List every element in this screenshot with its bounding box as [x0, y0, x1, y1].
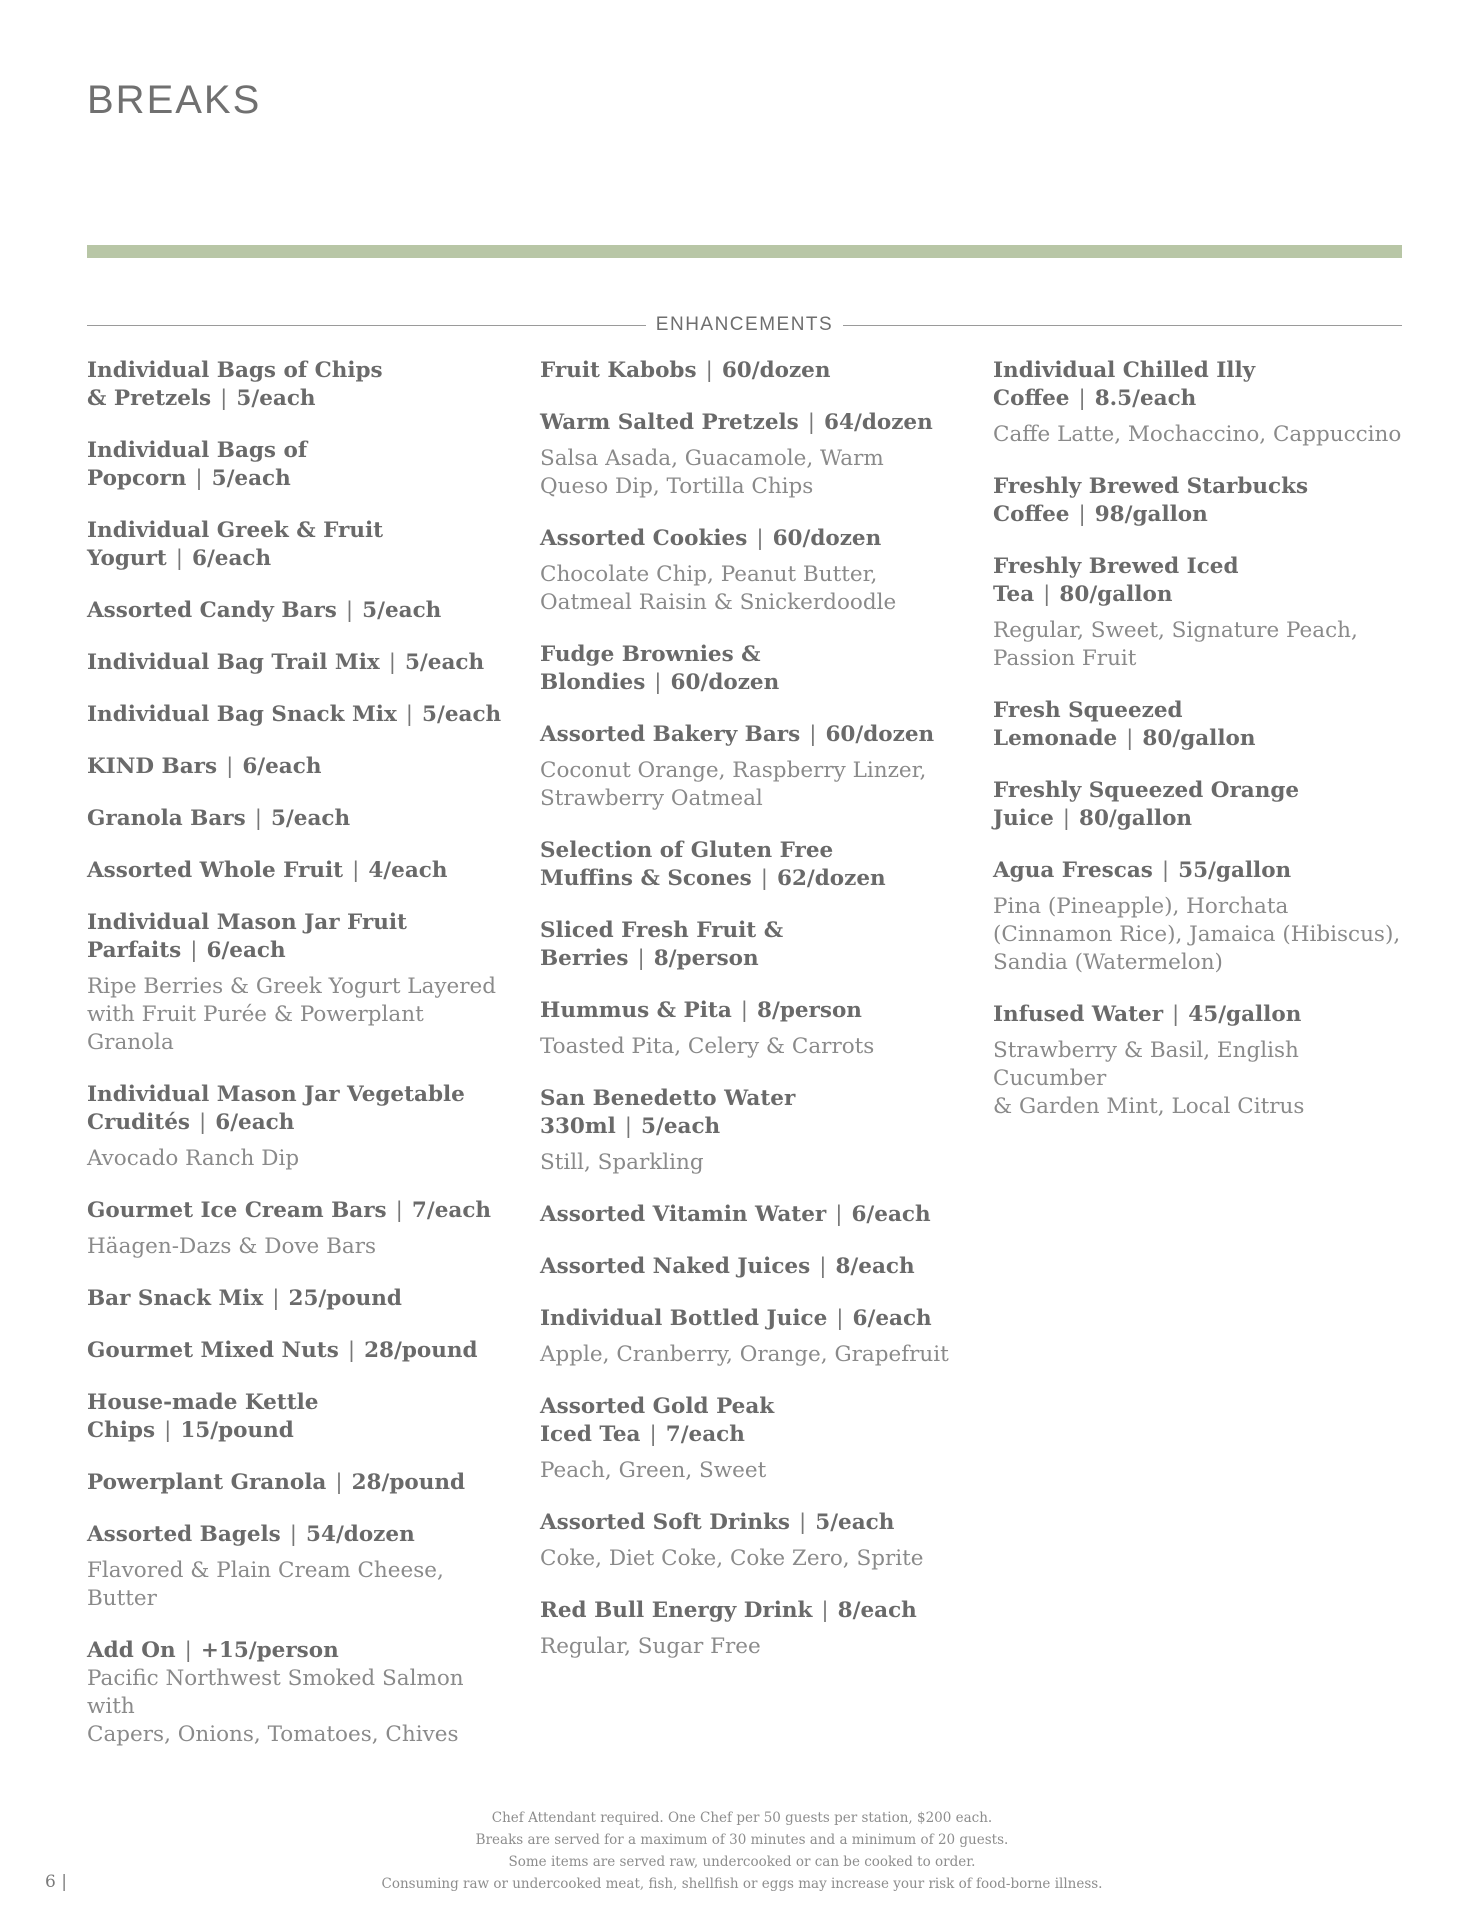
item-description — [993, 893, 1413, 977]
item-name-line: Red Bull Energy Drink — [540, 1598, 813, 1623]
item-name — [87, 597, 507, 625]
item-name — [87, 701, 507, 729]
item-name — [87, 805, 507, 833]
item-price: 7/each — [665, 1422, 745, 1447]
price-separator: | — [1161, 858, 1170, 883]
menu-item — [87, 857, 507, 885]
menu-item — [540, 917, 960, 973]
item-price: 60/dozen — [670, 670, 780, 695]
item-name-line: Add On — [87, 1638, 176, 1663]
menu-item — [993, 1001, 1413, 1121]
menu-column-3 — [993, 357, 1413, 1145]
price-separator: | — [760, 866, 768, 891]
item-price: 55/gallon — [1178, 858, 1292, 883]
item-price: 80/gallon — [1079, 806, 1193, 831]
item-name-line: Freshly Squeezed Orange — [993, 778, 1300, 803]
item-name-line: Warm Salted Pretzels — [540, 410, 799, 435]
item-description-line: Strawberry Oatmeal — [540, 786, 763, 811]
menu-item — [87, 753, 507, 781]
item-name — [993, 1001, 1413, 1029]
menu-item — [540, 1597, 960, 1661]
footer-line: Chef Attendant required. One Chef per 50 guests per station, $200 each. — [491, 1810, 993, 1826]
menu-item — [87, 517, 507, 573]
menu-item — [540, 1085, 960, 1177]
menu-item — [540, 525, 960, 617]
item-name-line: Lemonade — [993, 726, 1118, 751]
price-separator: | — [352, 858, 360, 883]
item-name-line: Assorted Bakery Bars — [540, 722, 801, 747]
item-price: 60/dozen — [825, 722, 935, 747]
price-separator: | — [272, 1286, 280, 1311]
item-description-line: Pina (Pineapple), Horchata — [993, 894, 1289, 919]
item-price: 6/each — [852, 1306, 932, 1331]
price-separator: | — [190, 938, 198, 963]
menu-item — [993, 553, 1413, 673]
item-name-line: Gourmet Mixed Nuts — [87, 1338, 339, 1363]
item-name-line: Assorted Bagels — [87, 1522, 281, 1547]
item-name — [87, 437, 507, 493]
price-separator: | — [1062, 806, 1070, 831]
item-name-line: Freshly Brewed Iced Tea — [993, 554, 1239, 607]
divider-right — [843, 325, 1402, 326]
price-separator: | — [199, 1110, 207, 1135]
item-description — [540, 1457, 960, 1485]
item-price: 8.5/each — [1094, 386, 1197, 411]
menu-item — [87, 1521, 507, 1613]
page-number: 6 | — [45, 1872, 67, 1892]
item-name — [87, 1521, 507, 1549]
item-price: 80/gallon — [1059, 582, 1173, 607]
item-name-line: Assorted Cookies — [540, 526, 748, 551]
item-description — [540, 1341, 960, 1369]
item-name-line: Individual Bags of Popcorn — [87, 438, 308, 491]
price-separator: | — [1172, 1002, 1180, 1027]
item-name-line: Muffins & Scones — [540, 866, 752, 891]
item-name-line: Fudge Brownies & — [540, 642, 761, 667]
item-description-line: (Cinnamon Rice), Jamaica (Hibiscus), — [993, 922, 1401, 947]
item-name-line: San Benedetto Water 330ml — [540, 1086, 796, 1139]
item-name — [87, 909, 507, 965]
item-name-line: Agua Frescas — [993, 858, 1153, 883]
section-header — [87, 315, 1402, 335]
item-description — [540, 1033, 960, 1061]
divider-left — [87, 325, 646, 326]
item-price: 60/dozen — [721, 358, 831, 383]
price-separator: | — [807, 410, 816, 435]
item-description-line: Häagen-Dazs & Dove Bars — [87, 1234, 377, 1259]
item-price: 6/each — [215, 1110, 295, 1135]
price-separator: | — [819, 1254, 827, 1279]
menu-item — [87, 1081, 507, 1173]
item-name-line: & Pretzels — [87, 386, 212, 411]
menu-item — [993, 357, 1413, 449]
menu-item — [540, 1305, 960, 1369]
item-name-line: Individual Bag Trail Mix — [87, 650, 380, 675]
page-title: BREAKS — [87, 78, 262, 122]
menu-item — [540, 409, 960, 501]
item-description-line: Strawberry & Basil, English Cucumber — [993, 1038, 1299, 1091]
price-separator: | — [624, 1114, 633, 1139]
item-price: 98/gallon — [1094, 502, 1208, 527]
item-name-line: Juice — [993, 806, 1054, 831]
item-description — [87, 1665, 507, 1749]
price-separator: | — [220, 386, 228, 411]
item-price: 62/dozen — [777, 866, 886, 891]
item-description-line: Salsa Asada, Guacamole, Warm — [540, 446, 884, 471]
item-description — [993, 617, 1413, 673]
item-price: 8/person — [757, 998, 862, 1023]
item-name — [993, 473, 1413, 529]
price-separator: | — [1078, 386, 1086, 411]
item-price: 5/each — [404, 650, 485, 675]
item-name-line: Infused Water — [993, 1002, 1164, 1027]
item-description — [540, 1633, 960, 1661]
menu-item — [87, 597, 507, 625]
item-name — [87, 649, 507, 677]
item-name-line: Hummus & Pita — [540, 998, 732, 1023]
item-description-line: Flavored & Plain Cream Cheese, Butter — [87, 1558, 444, 1611]
menu-item — [993, 857, 1413, 977]
item-description — [540, 1545, 960, 1573]
item-description-line: Still, Sparkling — [540, 1150, 704, 1175]
item-name — [87, 1469, 507, 1497]
item-price: 8/each — [835, 1254, 915, 1279]
menu-item — [540, 357, 960, 385]
item-price: +15/person — [200, 1638, 339, 1663]
price-separator: | — [388, 650, 396, 675]
menu-item — [540, 1201, 960, 1229]
item-name — [540, 997, 960, 1025]
menu-item — [87, 701, 507, 729]
price-separator: | — [335, 1470, 343, 1495]
item-name-line: Individual Mason Jar Vegetable — [87, 1082, 465, 1107]
item-name — [87, 357, 507, 413]
item-price: 5/each — [211, 466, 291, 491]
item-name-line: Gourmet Ice Cream Bars — [87, 1198, 387, 1223]
item-description — [540, 1149, 960, 1177]
item-name-line: Assorted Whole Fruit — [87, 858, 344, 883]
item-description — [540, 561, 960, 617]
item-description — [993, 421, 1413, 449]
item-description-line: Peach, Green, Sweet — [540, 1458, 767, 1483]
item-description-line: Regular, Sweet, Signature Peach, — [993, 618, 1358, 643]
menu-item — [540, 1253, 960, 1281]
item-name — [87, 1337, 507, 1365]
item-name-line: Bar Snack Mix — [87, 1286, 264, 1311]
item-name-line: Granola Bars — [87, 806, 246, 831]
menu-item — [993, 697, 1413, 753]
item-name — [540, 917, 960, 973]
item-price: 54/dozen — [306, 1522, 415, 1547]
item-price: 5/each — [815, 1510, 895, 1535]
item-name-line: Sliced Fresh Fruit & Berries — [540, 918, 784, 971]
item-price: 5/each — [641, 1114, 721, 1139]
menu-item — [87, 357, 507, 413]
price-separator: | — [1078, 502, 1086, 527]
item-price: 7/each — [411, 1198, 492, 1223]
item-name-line: Assorted Soft Drinks — [540, 1510, 790, 1535]
item-price: 28/pound — [351, 1470, 466, 1495]
item-name — [540, 525, 960, 553]
price-separator: | — [654, 670, 662, 695]
item-name — [87, 1081, 507, 1137]
item-description-line: Coconut Orange, Raspberry Linzer, — [540, 758, 927, 783]
item-name — [87, 753, 507, 781]
item-name-line: KIND Bars — [87, 754, 218, 779]
item-name-line: Assorted Candy Bars — [87, 598, 337, 623]
item-name-line: Individual Chilled Illy — [993, 358, 1256, 383]
item-description-line: Queso Dip, Tortilla Chips — [540, 474, 814, 499]
item-price: 80/gallon — [1142, 726, 1256, 751]
price-separator: | — [184, 1638, 192, 1663]
item-name-line: Selection of Gluten Free — [540, 838, 834, 863]
item-name-line: House-made Kettle Chips — [87, 1390, 319, 1443]
item-name-line: Assorted Gold Peak — [540, 1394, 775, 1419]
price-separator: | — [649, 1422, 657, 1447]
item-description-line: Chocolate Chip, Peanut Butter, — [540, 562, 878, 587]
menu-item — [87, 437, 507, 493]
item-description — [87, 973, 507, 1057]
item-description-line: Toasted Pita, Celery & Carrots — [540, 1034, 875, 1059]
menu-item — [87, 909, 507, 1057]
price-separator: | — [395, 1198, 403, 1223]
item-name — [540, 1597, 960, 1625]
price-separator: | — [836, 1306, 844, 1331]
item-name-line: Powerplant Granola — [87, 1470, 327, 1495]
item-description-line: Coke, Diet Coke, Coke Zero, Sprite — [540, 1546, 924, 1571]
item-name — [87, 517, 507, 573]
menu-item — [87, 649, 507, 677]
item-name-line: Individual Bags of Chips — [87, 358, 383, 383]
item-price: 4/each — [368, 858, 448, 883]
item-description-line: Passion Fruit — [993, 646, 1137, 671]
item-name-line: Coffee — [993, 502, 1070, 527]
item-name-line: Individual Bag Snack Mix — [87, 702, 397, 727]
item-description — [87, 1233, 507, 1261]
item-name — [87, 857, 507, 885]
menu-column-1 — [87, 357, 507, 1773]
item-price: 45/gallon — [1188, 1002, 1302, 1027]
item-description-line: Apple, Cranberry, Orange, Grapefruit — [540, 1342, 949, 1367]
item-name-line: Individual Bottled Juice — [540, 1306, 828, 1331]
price-separator: | — [226, 754, 234, 779]
price-separator: | — [809, 722, 817, 747]
item-name-line: Yogurt — [87, 546, 167, 571]
menu-item — [87, 1389, 507, 1445]
menu-item — [993, 473, 1413, 529]
item-name-line: Coffee — [993, 386, 1070, 411]
item-name-line: Freshly Brewed Starbucks — [993, 474, 1309, 499]
price-separator: | — [345, 598, 354, 623]
price-separator: | — [289, 1522, 298, 1547]
item-description — [87, 1145, 507, 1173]
item-name-line: Individual Greek & Fruit — [87, 518, 384, 543]
price-separator: | — [1126, 726, 1134, 751]
price-separator: | — [175, 546, 183, 571]
item-name-line: Individual Mason Jar Fruit — [87, 910, 407, 935]
item-name — [540, 721, 960, 749]
item-name — [540, 1253, 960, 1281]
item-description — [87, 1557, 507, 1613]
footer-line: Consuming raw or undercooked meat, fish, shellfish or eggs may increase your risk of food-borne illness. — [381, 1876, 1103, 1892]
item-price: 28/pound — [364, 1338, 478, 1363]
item-price: 60/dozen — [772, 526, 882, 551]
item-name — [540, 641, 960, 697]
item-price: 6/each — [851, 1202, 931, 1227]
item-description — [540, 445, 960, 501]
item-price: 5/each — [236, 386, 316, 411]
menu-item — [540, 997, 960, 1061]
item-name — [87, 1389, 507, 1445]
price-separator: | — [756, 526, 764, 551]
menu-column-2 — [540, 357, 960, 1685]
item-name-line: Fresh Squeezed — [993, 698, 1183, 723]
item-description-line: Ripe Berries & Greek Yogurt Layered — [87, 974, 497, 999]
menu-item — [87, 1637, 507, 1749]
price-separator: | — [740, 998, 749, 1023]
price-separator: | — [405, 702, 414, 727]
item-description-line: Sandia (Watermelon) — [993, 950, 1223, 975]
item-name — [540, 357, 960, 385]
item-name-line: Assorted Vitamin Water — [540, 1202, 827, 1227]
item-price: 8/person — [653, 946, 759, 971]
price-separator: | — [705, 358, 713, 383]
item-description-line: Regular, Sugar Free — [540, 1634, 761, 1659]
item-description-line: Capers, Onions, Tomatoes, Chives — [87, 1722, 459, 1747]
menu-item — [540, 1393, 960, 1485]
menu-item — [87, 1285, 507, 1313]
item-name — [87, 1637, 507, 1665]
menu-item — [540, 721, 960, 813]
menu-item — [87, 805, 507, 833]
menu-item — [993, 777, 1413, 833]
price-separator: | — [195, 466, 203, 491]
item-price: 8/each — [837, 1598, 917, 1623]
item-name — [540, 1393, 960, 1449]
item-name — [540, 1201, 960, 1229]
item-description-line: Pacific Northwest Smoked Salmon with — [87, 1666, 464, 1719]
item-price: 6/each — [192, 546, 272, 571]
item-description-line: Avocado Ranch Dip — [87, 1146, 300, 1171]
item-name — [540, 1305, 960, 1333]
item-name — [993, 777, 1413, 833]
item-name — [993, 357, 1413, 413]
item-name — [87, 1197, 507, 1225]
menu-item — [87, 1469, 507, 1497]
price-separator: | — [347, 1338, 356, 1363]
price-separator: | — [1043, 582, 1051, 607]
footer-notes — [0, 1807, 1484, 1895]
item-name-line: Iced Tea — [540, 1422, 641, 1447]
item-name — [540, 409, 960, 437]
item-price: 5/each — [362, 598, 442, 623]
item-name — [540, 1085, 960, 1141]
accent-band — [87, 245, 1402, 258]
item-price: 5/each — [422, 702, 502, 727]
item-description-line: Caffe Latte, Mochaccino, Cappuccino — [993, 422, 1402, 447]
item-name-line: Crudités — [87, 1110, 190, 1135]
item-name-line: Parfaits — [87, 938, 182, 963]
item-name — [87, 1285, 507, 1313]
menu-item — [540, 837, 960, 893]
item-price: 5/each — [270, 806, 351, 831]
price-separator: | — [799, 1510, 807, 1535]
price-separator: | — [254, 806, 262, 831]
footer-line: Breaks are served for a maximum of 30 minutes and a minimum of 20 guests. — [475, 1832, 1009, 1848]
menu-item — [87, 1337, 507, 1365]
item-price: 6/each — [206, 938, 286, 963]
menu-item — [540, 1509, 960, 1573]
item-description-line: Oatmeal Raisin & Snickerdoodle — [540, 590, 897, 615]
item-name-line: Blondies — [540, 670, 646, 695]
item-description — [993, 1037, 1413, 1121]
footer-line: Some items are served raw, undercooked or can be cooked to order. — [508, 1854, 976, 1870]
section-title: ENHANCEMENTS — [655, 314, 834, 335]
price-separator: | — [821, 1598, 829, 1623]
item-name — [993, 553, 1413, 609]
item-name — [993, 697, 1413, 753]
item-price: 64/dozen — [824, 410, 933, 435]
item-name-line: Fruit Kabobs — [540, 358, 697, 383]
item-name — [540, 837, 960, 893]
item-description-line: & Garden Mint, Local Citrus — [993, 1094, 1305, 1119]
item-price: 25/pound — [288, 1286, 402, 1311]
item-name-line: Assorted Naked Juices — [540, 1254, 811, 1279]
item-description-line: with Fruit Purée & Powerplant Granola — [87, 1002, 424, 1055]
price-separator: | — [637, 946, 645, 971]
item-description — [540, 757, 960, 813]
menu-item — [540, 641, 960, 697]
item-name — [540, 1509, 960, 1537]
price-separator: | — [835, 1202, 843, 1227]
item-price: 6/each — [242, 754, 322, 779]
menu-item — [87, 1197, 507, 1261]
price-separator: | — [164, 1418, 172, 1443]
item-price: 15/pound — [180, 1418, 294, 1443]
item-name — [993, 857, 1413, 885]
